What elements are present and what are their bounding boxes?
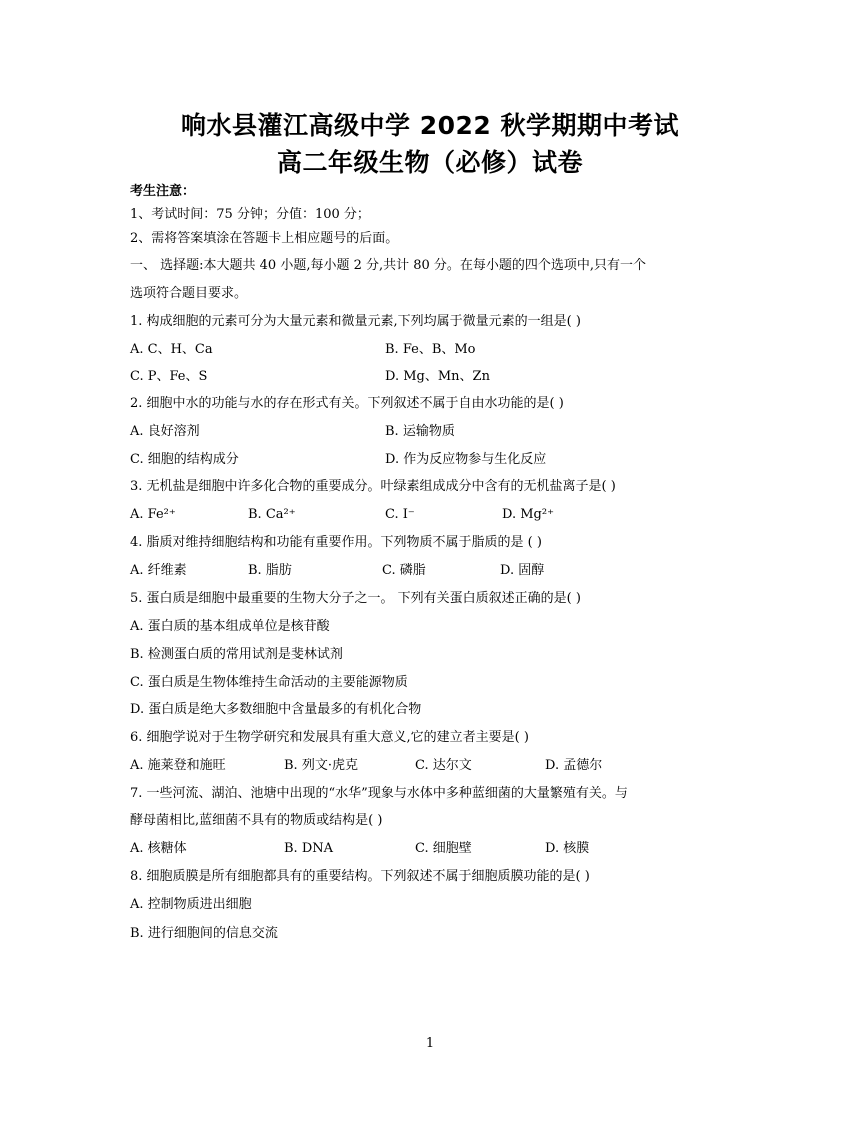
option-a: A. 控制物质进出细胞	[130, 897, 252, 912]
option-c: C. 细胞壁	[415, 841, 472, 856]
option-a: A. 良好溶剂	[130, 424, 200, 439]
option-d: D. 作为反应物参与生化反应	[385, 452, 547, 467]
question-stem: 2. 细胞中水的功能与水的存在形式有关。下列叙述不属于自由水功能的是( )	[130, 396, 564, 411]
option-a: A. C、H、Ca	[130, 342, 213, 357]
option-b: B. DNA	[284, 841, 334, 856]
question-stem: 5. 蛋白质是细胞中最重要的生物大分子之一。 下列有关蛋白质叙述正确的是( )	[130, 591, 581, 606]
option-b: B. Fe、B、Mo	[385, 342, 476, 357]
exam-subtitle: 高二年级生物（必修）试卷	[276, 148, 583, 177]
option-a: A. Fe²⁺	[130, 507, 176, 522]
question-stem: 1. 构成细胞的元素可分为大量元素和微量元素,下列均属于微量元素的一组是( )	[130, 314, 581, 329]
section-instructions: 一、 选择题:本大题共 40 小题,每小题 2 分,共计 80 分。在每小题的四个选项中,只有一个	[130, 258, 647, 273]
section-instructions: 选项符合题目要求。	[130, 286, 248, 301]
option-c: C. 磷脂	[382, 563, 426, 578]
question-stem: 6. 细胞学说对于生物学研究和发展具有重大意义,它的建立者主要是( )	[130, 730, 529, 745]
option-b: B. 运输物质	[385, 424, 455, 439]
option-c: C. 蛋白质是生物体维持生命活动的主要能源物质	[130, 675, 408, 690]
option-a: A. 核糖体	[130, 841, 187, 856]
question-stem: 7. 一些河流、湖泊、池塘中出现的“水华”现象与水体中多种蓝细菌的大量繁殖有关。与	[130, 786, 628, 801]
option-c: C. P、Fe、S	[130, 369, 208, 384]
notice-item: 2、需将答案填涂在答题卡上相应题号的后面。	[130, 231, 399, 246]
question-stem: 3. 无机盐是细胞中许多化合物的重要成分。叶绿素组成成分中含有的无机盐离子是( )	[130, 479, 616, 494]
option-d: D. 固醇	[500, 563, 545, 578]
option-b: B. 进行细胞间的信息交流	[130, 926, 278, 941]
option-c: C. 细胞的结构成分	[130, 452, 239, 467]
option-d: D. Mg、Mn、Zn	[385, 369, 490, 384]
question-stem: 8. 细胞质膜是所有细胞都具有的重要结构。下列叙述不属于细胞质膜功能的是( )	[130, 869, 590, 884]
option-d: D. 蛋白质是绝大多数细胞中含量最多的有机化合物	[130, 702, 422, 717]
option-b: B. 检测蛋白质的常用试剂是斐林试剂	[130, 647, 343, 662]
option-a: A. 施莱登和施旺	[130, 758, 226, 773]
option-d: D. Mg²⁺	[502, 507, 554, 522]
page-number: 1	[425, 1036, 435, 1051]
question-stem: 4. 脂质对维持细胞结构和功能有重要作用。下列物质不属于脂质的是 ( )	[130, 535, 542, 550]
option-d: D. 核膜	[545, 841, 590, 856]
option-b: B. Ca²⁺	[248, 507, 296, 522]
notice-item: 1、考试时间：75 分钟；分值：100 分；	[130, 207, 370, 222]
exam-title: 响水县灌江高级中学 2022 秋学期期中考试	[181, 111, 679, 140]
question-stem-continued: 酵母菌相比,蓝细菌不具有的物质或结构是( )	[130, 813, 383, 828]
option-b: B. 脂肪	[248, 563, 292, 578]
option-d: D. 孟德尔	[545, 758, 603, 773]
notice-heading: 考生注意：	[130, 184, 196, 199]
option-c: C. 达尔文	[415, 758, 472, 773]
option-a: A. 纤维素	[130, 563, 187, 578]
option-a: A. 蛋白质的基本组成单位是核苷酸	[130, 619, 330, 634]
option-c: C. I⁻	[385, 507, 415, 522]
option-b: B. 列文·虎克	[284, 758, 358, 773]
